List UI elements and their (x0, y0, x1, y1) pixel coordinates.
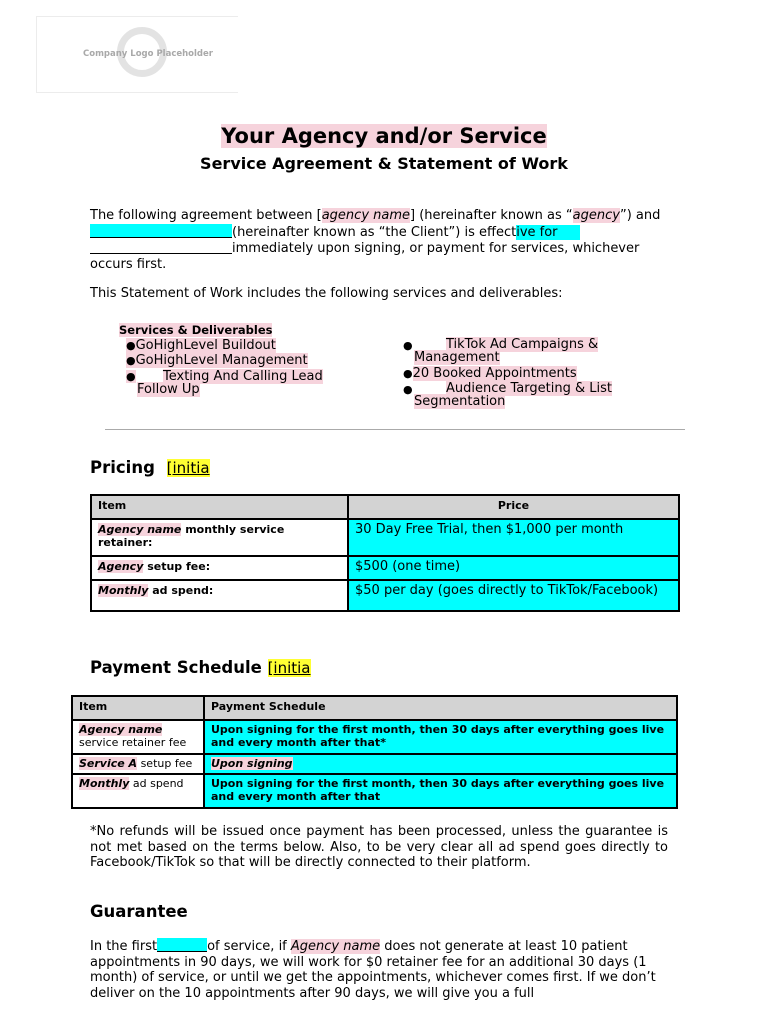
effective-date-highlight: ive for (516, 225, 579, 240)
schedule-item: Agency name service retainer fee (72, 720, 204, 754)
schedule-value: Upon signing (204, 754, 677, 774)
pricing-initial-field[interactable]: [initia (166, 459, 210, 477)
column-header-price: Price (348, 495, 679, 519)
pricing-heading: Pricing [initia (90, 458, 210, 477)
pricing-item: Monthly ad spend: (91, 580, 348, 611)
document-subtitle: Service Agreement & Statement of Work (200, 154, 568, 173)
guarantee-heading: Guarantee (90, 902, 188, 921)
column-header-schedule: Payment Schedule (204, 696, 677, 720)
pricing-value: 30 Day Free Trial, then $1,000 per month (348, 519, 679, 556)
pricing-item: Agency setup fee: (91, 556, 348, 580)
schedule-item: Monthly ad spend (72, 774, 204, 808)
schedule-initial-field[interactable]: [initia (267, 659, 311, 677)
service-item-right-1: ●20 Booked Appointments (403, 366, 577, 381)
service-item-left-2: Texting And Calling Lead Follow Up (137, 369, 323, 397)
table-row (72, 754, 677, 774)
company-logo-placeholder (36, 16, 238, 93)
table-row (72, 774, 677, 808)
refund-note: *No refunds will be issued once payment has been processed, unless the guarantee is not met based on the terms below. Also, to be very clear all ad spend goes directly to Facebook/TikTok so that will be directly connected to their platform. (90, 824, 668, 870)
schedule-item: Service A setup fee (72, 754, 204, 774)
bullet-icon: ● (126, 370, 136, 383)
service-item-left-1: ●GoHighLevel Management (126, 353, 308, 368)
pricing-item: Agency name monthly service retainer: (91, 519, 348, 556)
table-row (91, 519, 679, 556)
schedule-value: Upon signing for the first month, then 30 days after everything goes live and every month after that* (204, 720, 677, 754)
agency-placeholder: agency (572, 208, 620, 223)
agency-name-placeholder: agency name (321, 208, 411, 223)
logo-text: Company Logo Placeholder (83, 49, 213, 59)
table-row (91, 556, 679, 580)
table-row (72, 720, 677, 754)
payment-schedule-heading: Payment Schedule [initia (90, 658, 311, 677)
pricing-value: $500 (one time) (348, 556, 679, 580)
bullet-icon: ● (126, 339, 136, 352)
sow-intro: This Statement of Work includes the following services and deliverables: (90, 286, 563, 301)
bullet-icon: ● (403, 339, 413, 352)
document-title: Your Agency and/or Service (221, 124, 547, 148)
service-item-right-2: Audience Targeting & List Segmentation (414, 381, 612, 409)
guarantee-period-blank[interactable] (157, 938, 207, 952)
service-item-right-0: TikTok Ad Campaigns & Management (414, 337, 599, 365)
bullet-icon: ● (126, 354, 136, 367)
guarantee-paragraph: In the first of service, if Agency name does not generate at least 10 patient appointments in 90 days, we will work for $0 retainer fee for an additional 30 days (1 month) of service, or until we get the appointments, whichever comes first. If we don’t deliver on the 10 appointments after 90 days, we will give you a full (90, 939, 656, 1001)
table-header-row (72, 696, 677, 720)
bullet-icon: ● (403, 367, 413, 380)
pricing-value: $50 per day (goes directly to TikTok/Facebook) (348, 580, 679, 611)
pricing-table (90, 494, 680, 612)
term-blank[interactable] (90, 240, 232, 254)
client-name-blank[interactable] (90, 224, 232, 238)
intro-paragraph: The following agreement between [agency name] (hereinafter known as “agency”) and (hereinafter known as “the Client”) is effective for immediately upon signing, or payment for services, whichever occurs first. (90, 208, 661, 272)
schedule-value: Upon signing for the first month, then 30 days after everything goes live and every month after that (204, 774, 677, 808)
bullet-icon: ● (403, 383, 413, 396)
agency-name-placeholder: Agency name (290, 939, 381, 954)
table-row (91, 580, 679, 611)
services-heading: Services & Deliverables (119, 323, 273, 337)
service-item-left-0: ●GoHighLevel Buildout (126, 338, 276, 353)
table-header-row (91, 495, 679, 519)
payment-schedule-table (71, 695, 678, 809)
section-divider (105, 429, 685, 430)
column-header-item: Item (91, 495, 348, 519)
column-header-item: Item (72, 696, 204, 720)
